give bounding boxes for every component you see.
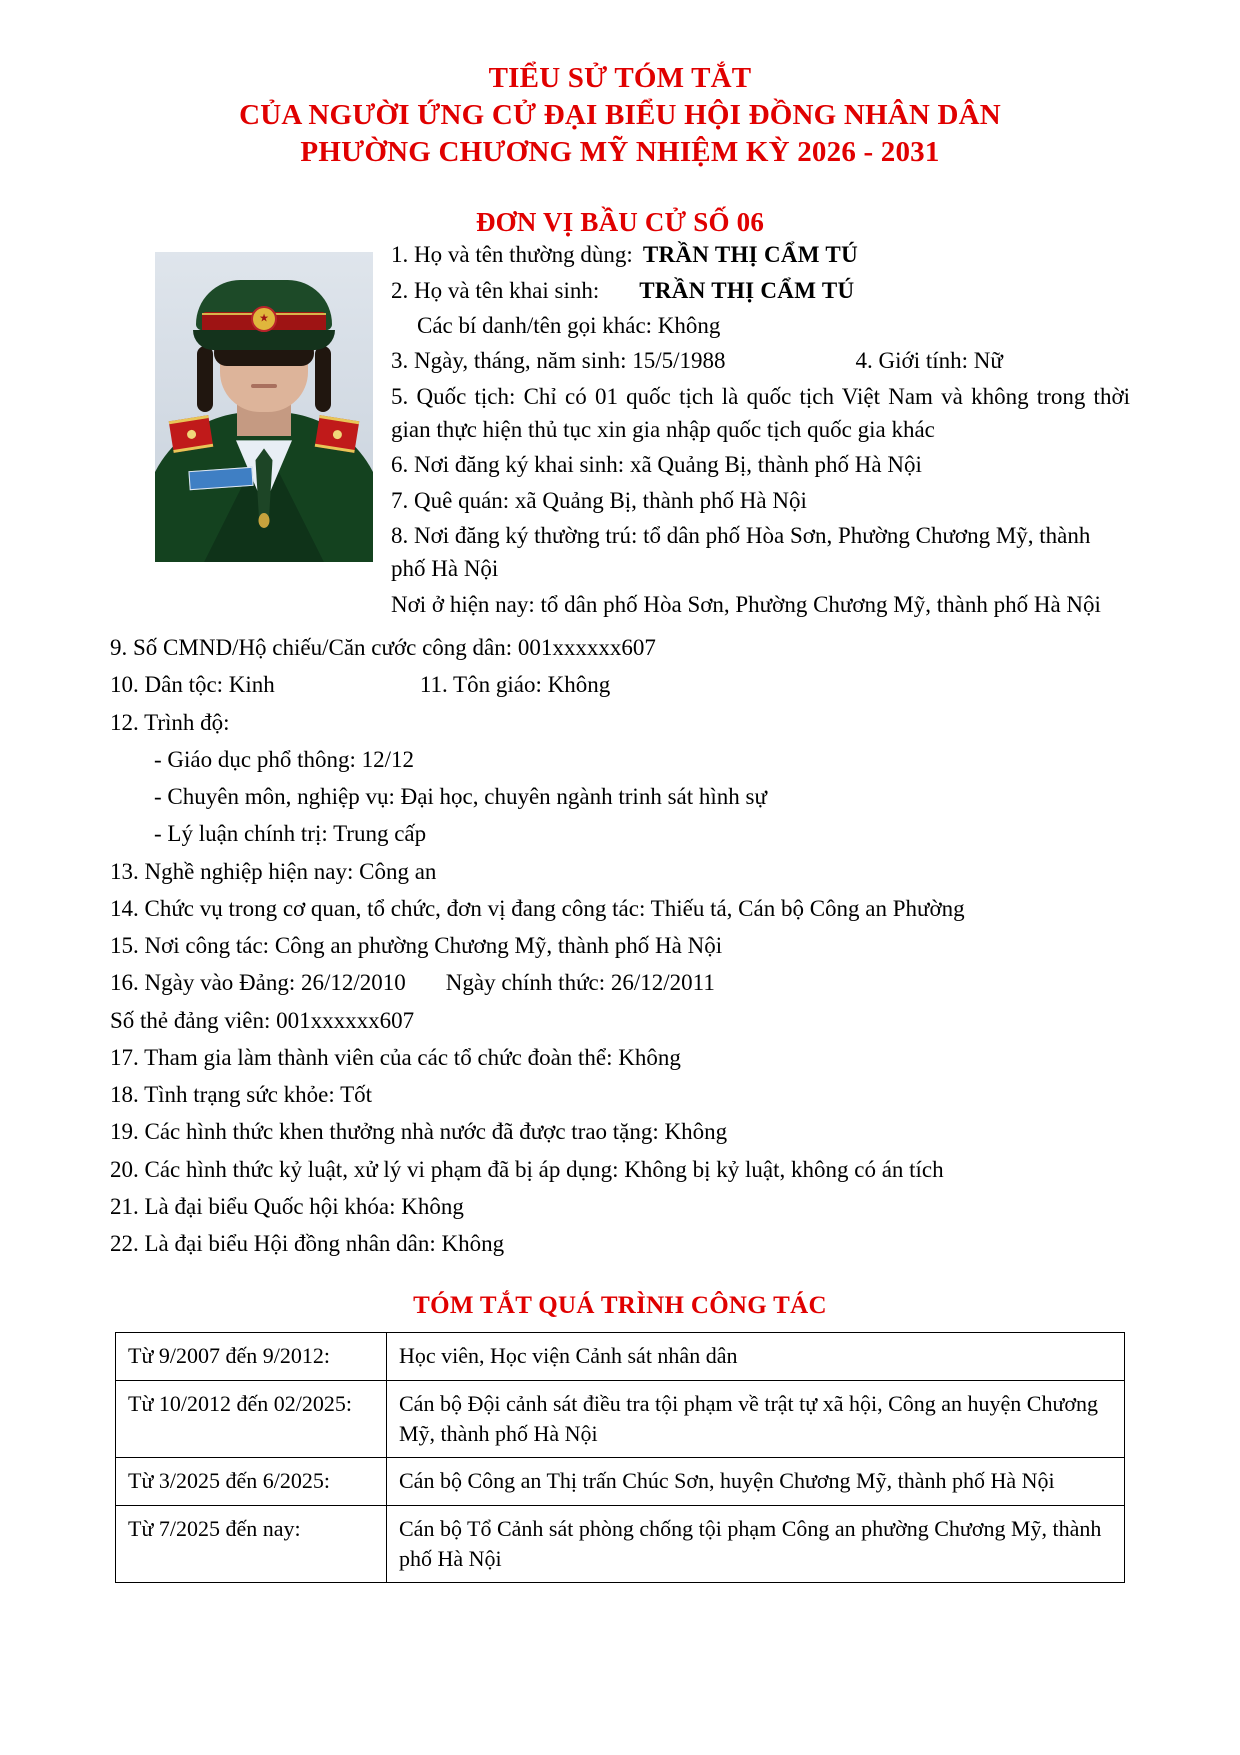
field-workplace: 15. Nơi công tác: Công an phường Chương Mỹ, thành phố Hà Nội [110,933,723,959]
field-full-name-common [391,238,1130,271]
field-10-text: 10. Dân tộc: Kinh [110,672,275,698]
field-birth-registration-place: 6. Nơi đăng ký khai sinh: xã Quảng Bị, thành phố Hà Nội [391,452,922,478]
candidate-photo-container [155,252,373,562]
title-line-1: TIỂU SỬ TÓM TẮT [488,62,752,94]
epaulette-right-icon [315,415,360,453]
field-disciplinary-actions: 20. Các hình thức kỷ luật, xử lý vi phạm đã bị áp dụng: Không bị kỷ luật, không có án tích [110,1156,944,1182]
candidate-photo [155,252,373,562]
field-organizations: 17. Tham gia làm thành viên của các tổ chức đoàn thể: Không [110,1044,681,1070]
work-description: Cán bộ Tổ Cảnh sát phòng chống tội phạm Công an phường Chương Mỹ, thành phố Hà Nội [387,1506,1125,1583]
field-education-heading: 12. Trình độ: [110,709,230,735]
field-16-text: 16. Ngày vào Đảng: 26/12/2010 [110,970,406,996]
field-state-awards: 19. Các hình thức khen thưởng nhà nước đã được trao tặng: Không [110,1119,728,1145]
field-dob-gender [391,344,1130,377]
work-period: Từ 9/2007 đến 9/2012: [116,1333,387,1381]
work-description: Cán bộ Đội cảnh sát điều tra tội phạm về trật tự xã hội, Công an huyện Chương Mỹ, thành phố Hà Nội [387,1381,1125,1458]
field-current-residence: Nơi ở hiện nay: tổ dân phố Hòa Sơn, Phường Chương Mỹ, thành phố Hà Nội [391,591,1101,617]
field-2b-label: Các bí danh/tên gọi khác: [417,313,653,339]
field-position: 14. Chức vụ trong cơ quan, tổ chức, đơn vị đang công tác: Thiếu tá, Cán bộ Công an Phường [110,895,965,921]
table-row [116,1381,1125,1458]
uniform-button [259,513,270,528]
field-2b-value: Không [657,313,721,339]
field-full-name-birth [391,274,1130,307]
epaulette-left-icon [169,415,214,453]
field-16b-text: Ngày chính thức: 26/12/2011 [445,970,715,996]
field-id-number: 9. Số CMND/Hộ chiếu/Căn cước công dân: 001xxxxxx607 [110,635,656,661]
field-professional-education: - Chuyên môn, nghiệp vụ: Đại học, chuyên ngành trinh sát hình sự [154,784,767,810]
table-row [116,1458,1125,1506]
candidate-info-list [110,623,1130,1262]
title-line-2: CỦA NGƯỜI ỨNG CỬ ĐẠI BIỂU HỘI ĐỒNG NHÂN DÂN [239,99,1001,132]
police-cap-emblem-icon [251,306,277,332]
work-period: Từ 10/2012 đến 02/2025: [116,1381,387,1458]
field-1-value: TRẦN THỊ CẨM TÚ [642,242,858,268]
field-4-label: 4. Giới tính: [855,348,969,374]
work-history-heading: TÓM TẮT QUÁ TRÌNH CÔNG TÁC [413,1292,827,1320]
table-row [116,1333,1125,1381]
field-hometown: 7. Quê quán: xã Quảng Bị, thành phố Hà Nội [391,487,807,513]
field-ethnicity-religion [110,666,1130,703]
work-period: Từ 3/2025 đến 6/2025: [116,1458,387,1506]
field-health-status: 18. Tình trạng sức khỏe: Tốt [110,1082,373,1108]
field-party-dates [110,964,1130,1001]
field-permanent-residence: 8. Nơi đăng ký thường trú: tổ dân phố Hòa Sơn, Phường Chương Mỹ, thành phố Hà Nội [391,523,1091,582]
field-political-theory: - Lý luận chính trị: Trung cấp [154,821,427,847]
field-nationality: 5. Quốc tịch: Chỉ có 01 quốc tịch là quốc tịch Việt Nam và không trong thời gian thực hiện thủ tục xin gia nhập quốc tịch quốc gia khác [391,383,1130,443]
hair-left [197,346,213,412]
mouth [251,384,277,388]
field-aliases [391,309,1130,342]
field-2-label: 2. Họ và tên khai sinh: [391,277,600,303]
electoral-unit-heading: ĐƠN VỊ BẦU CỬ SỐ 06 [475,207,765,238]
field-2-value: TRẦN THỊ CẨM TÚ [639,277,855,303]
field-occupation: 13. Nghề nghiệp hiện nay: Công an [110,858,437,884]
work-description: Cán bộ Công an Thị trấn Chúc Sơn, huyện Chương Mỹ, thành phố Hà Nội [387,1458,1125,1506]
hair-right [315,346,331,412]
title-line-3: PHƯỜNG CHƯƠNG MỸ NHIỆM KỲ 2026 - 2031 [300,136,940,169]
field-3-label: 3. Ngày, tháng, năm sinh: [391,348,627,374]
police-cap-visor [193,330,335,350]
candidate-info-top [391,238,1130,623]
work-period: Từ 7/2025 đến nay: [116,1506,387,1583]
document-title [110,60,1130,171]
work-description: Học viên, Học viện Cảnh sát nhân dân [387,1333,1125,1381]
field-peoples-council-deputy: 22. Là đại biểu Hội đồng nhân dân: Không [110,1231,505,1257]
field-4-value: Nữ [973,348,1003,374]
field-11-text: 11. Tôn giáo: Không [419,672,611,698]
field-1-label: 1. Họ và tên thường dùng: [391,242,633,268]
field-general-education: - Giáo dục phổ thông: 12/12 [154,746,414,772]
table-row [116,1506,1125,1583]
work-history-table [115,1332,1125,1583]
work-history-body [116,1333,1125,1583]
field-party-card-number: Số thẻ đảng viên: 001xxxxxx607 [110,1007,415,1033]
field-3-value: 15/5/1988 [632,348,726,374]
field-national-assembly-deputy: 21. Là đại biểu Quốc hội khóa: Không [110,1193,464,1219]
